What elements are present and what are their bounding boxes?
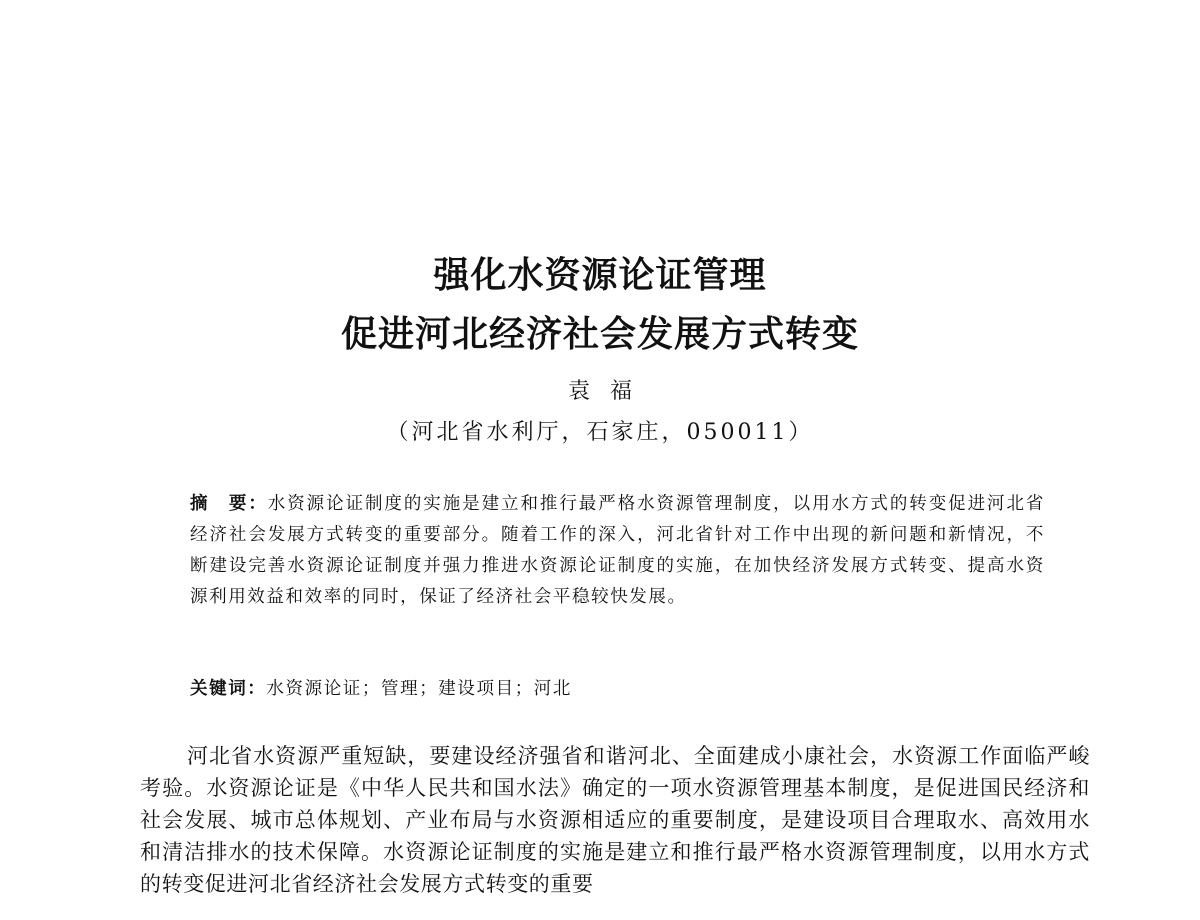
body-paragraph: 河北省水资源严重短缺，要建设经济强省和谐河北、全面建成小康社会，水资源工作面临严峻考验。水资源论证是《中华人民共和国水法》确定的一项水资源管理基本制度，是促进国民经济和社会发展、城市总体规划、产业布局与水资源相适应的重要制度，是建设项目合理取水、高效用水和清洁排水的技术保障。水资源论证制度的实施是建立和推行最严格水资源管理制度，以用水方式的转变促进河北省经济社会发展方式转变的重要 xyxy=(140,744,1090,896)
title-line-1: 强化水资源论证管理 xyxy=(433,255,767,296)
title-line-2: 促进河北经济社会发展方式转变 xyxy=(340,314,859,355)
abstract xyxy=(190,489,1045,613)
keywords-label: 关键词： xyxy=(190,679,267,699)
abstract-label: 摘 要： xyxy=(190,494,268,514)
author-affiliation: （河北省水利厅，石家庄，050011） xyxy=(386,420,814,445)
keywords xyxy=(190,675,1045,703)
keywords-text: 水资源论证；管理；建设项目；河北 xyxy=(266,679,573,699)
author-name: 袁福 xyxy=(567,379,652,404)
abstract-text: 水资源论证制度的实施是建立和推行最严格水资源管理制度，以用水方式的转变促进河北省经济社会发展方式转变的重要部分。随着工作的深入，河北省针对工作中出现的新问题和新情况，不断建设完善水资源论证制度并强力推进水资源论证制度的实施，在加快经济发展方式转变、提高水资源利用效益和效率的同时，保证了经济社会平稳较快发展。 xyxy=(190,494,1045,607)
